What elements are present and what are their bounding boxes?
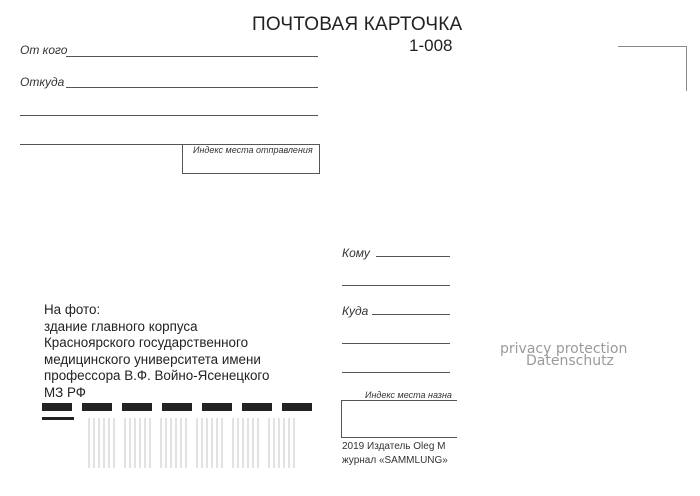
code-mark bbox=[202, 403, 232, 411]
caption-line: профессора В.Ф. Войно-Ясенецкого bbox=[44, 368, 270, 383]
caption-line: Красноярского государственного bbox=[44, 335, 249, 350]
publisher-line-1: 2019 Издатель Oleg M bbox=[342, 441, 446, 452]
watermark-line-1: privacy protection bbox=[500, 341, 628, 357]
from-where-label: Откуда bbox=[20, 75, 65, 89]
stamp-area bbox=[618, 46, 687, 91]
card-code: 1-008 bbox=[409, 36, 453, 55]
card-title: ПОЧТОВАЯ КАРТОЧКА bbox=[252, 14, 463, 35]
postal-code-grid bbox=[88, 418, 316, 468]
where-line-2 bbox=[342, 343, 450, 344]
where-line-3 bbox=[342, 372, 450, 373]
code-mark bbox=[162, 403, 192, 411]
caption-line: здание главного корпуса bbox=[44, 318, 198, 334]
caption-line: МЗ РФ bbox=[44, 384, 86, 400]
from-where-line bbox=[66, 87, 318, 88]
code-digit-template bbox=[232, 418, 260, 468]
code-digit-template bbox=[160, 418, 188, 468]
to-line bbox=[376, 256, 450, 257]
code-mark bbox=[282, 403, 312, 411]
code-digit-template bbox=[124, 418, 152, 468]
recipient-index-box bbox=[341, 400, 457, 438]
code-mark bbox=[42, 403, 72, 411]
caption-line: На фото: bbox=[44, 302, 101, 317]
where-line bbox=[372, 314, 450, 315]
where-label: Куда bbox=[342, 304, 369, 318]
code-mark bbox=[242, 403, 272, 411]
watermark-line-2: Datenschutz bbox=[526, 353, 614, 369]
postal-code-marks bbox=[42, 403, 322, 411]
code-digit-template bbox=[88, 418, 116, 468]
code-digit-template bbox=[196, 418, 224, 468]
recipient-index-label: Индекс места назна bbox=[365, 390, 452, 400]
sender-index-box bbox=[182, 144, 320, 174]
sender-index-label: Индекс места отправления bbox=[193, 145, 313, 155]
address-line-1 bbox=[20, 115, 318, 116]
photo-caption bbox=[44, 302, 269, 401]
code-digit-template bbox=[268, 418, 296, 468]
code-underbar bbox=[42, 417, 74, 420]
to-label: Кому bbox=[342, 246, 370, 260]
from-label: От кого bbox=[20, 43, 68, 57]
code-mark bbox=[82, 403, 112, 411]
from-line bbox=[66, 56, 318, 57]
publisher-line-2: журнал «SAMMLUNG» bbox=[342, 455, 448, 466]
to-line-2 bbox=[342, 285, 450, 286]
caption-line: медицинского университета имени bbox=[44, 351, 261, 367]
code-mark bbox=[122, 403, 152, 411]
